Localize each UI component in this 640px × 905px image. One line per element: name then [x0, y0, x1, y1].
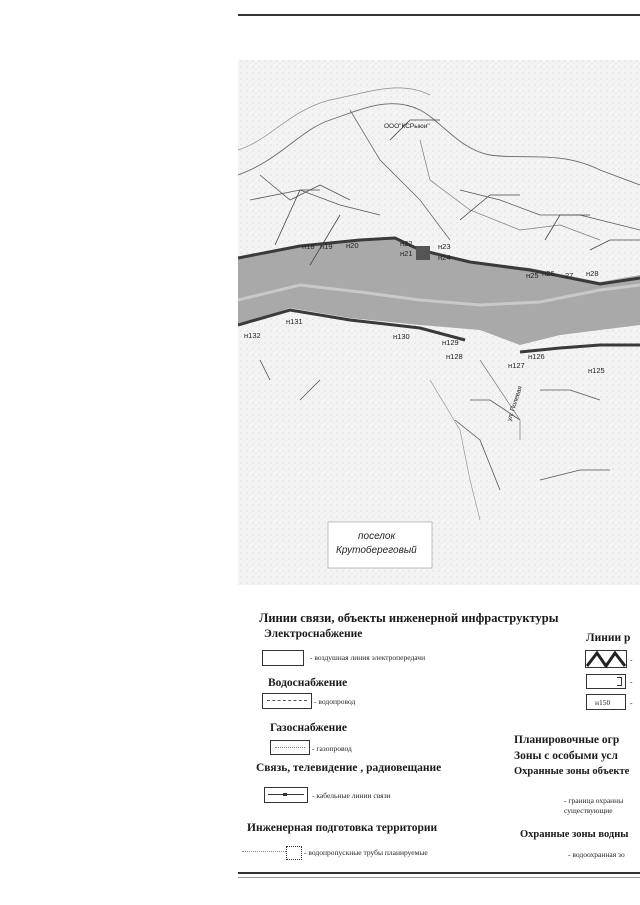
protect-objects-heading: Охранные зоны объекте: [514, 766, 630, 777]
water-zones-heading: Охранные зоны водны: [520, 829, 629, 840]
gas-title: Газоснабжение: [270, 722, 347, 734]
road-label: ул. Полевая: [506, 385, 524, 423]
point-label: н23: [438, 242, 451, 251]
point-label: 27: [565, 271, 574, 280]
point-label: н130: [393, 332, 410, 341]
settlement-label-line1: поселок: [358, 531, 396, 542]
cable-label: - кабельные линии связи: [312, 791, 391, 800]
point-label: н26: [542, 269, 555, 278]
power-line-swatch: [262, 650, 304, 666]
boundary-line1: - граница охранны: [564, 796, 624, 805]
right-swatch-2: [586, 674, 626, 689]
power-line-label: - воздушная линия электропередачи: [310, 653, 426, 662]
point-label: н24: [438, 253, 451, 262]
gas-pipe-label: - газопровод: [312, 744, 352, 753]
settlement-label-line2: Крутобереговый: [336, 545, 417, 556]
point-label: н125: [588, 366, 605, 375]
water-title: Водоснабжение: [268, 677, 348, 689]
right-item-1: -: [630, 655, 633, 664]
legend-heading: Линии связи, объекты инженерной инфраструктуры: [259, 611, 559, 625]
right-item-3: -: [630, 698, 633, 707]
point-label: н21: [400, 249, 413, 258]
point-label: н18: [302, 242, 315, 251]
top-rule: [238, 14, 640, 16]
owner-label: ООО"КСРыюи": [384, 123, 430, 130]
water-zone-label: - водоохранная зо: [568, 850, 625, 859]
engineering-title: Инженерная подготовка территории: [247, 822, 438, 834]
right-swatch-3: [586, 694, 626, 710]
water-pipe-swatch: [262, 693, 312, 709]
culvert-line: [242, 851, 286, 852]
point-label: н28: [586, 269, 599, 278]
culvert-label: - водопропускные трубы планируемые: [304, 848, 428, 857]
point-label: н129: [442, 338, 459, 347]
cable-swatch: [264, 787, 308, 803]
gas-pipe-swatch: [270, 740, 310, 755]
planning-heading: Планировочные огр: [514, 734, 620, 746]
point-label: н128: [446, 352, 463, 361]
point-label: н25: [526, 271, 539, 280]
right-swatch-label: н150: [595, 698, 611, 707]
point-label: н132: [244, 331, 261, 340]
zigzag-swatch: [585, 650, 627, 668]
zones-heading: Зоны с особыми усл: [514, 750, 618, 762]
point-label: н20: [346, 241, 359, 250]
boundary-line2: существующие: [564, 806, 613, 815]
bottom-rule-thin: [238, 877, 640, 878]
point-label: н126: [528, 352, 545, 361]
right-heading: Линии р: [586, 632, 631, 644]
bottom-rule: [238, 872, 640, 874]
culvert-swatch: [286, 846, 302, 860]
structure-marker: [416, 246, 430, 260]
point-label: н131: [286, 317, 303, 326]
right-item-2: -: [630, 677, 633, 686]
comms-title: Связь, телевидение , радиовещание: [256, 762, 442, 774]
point-label: н19: [320, 242, 333, 251]
point-label: н22: [400, 239, 413, 248]
point-label: н127: [508, 361, 525, 370]
water-pipe-label: - водопровод: [314, 697, 356, 706]
electricity-title: Электроснабжение: [264, 628, 363, 640]
